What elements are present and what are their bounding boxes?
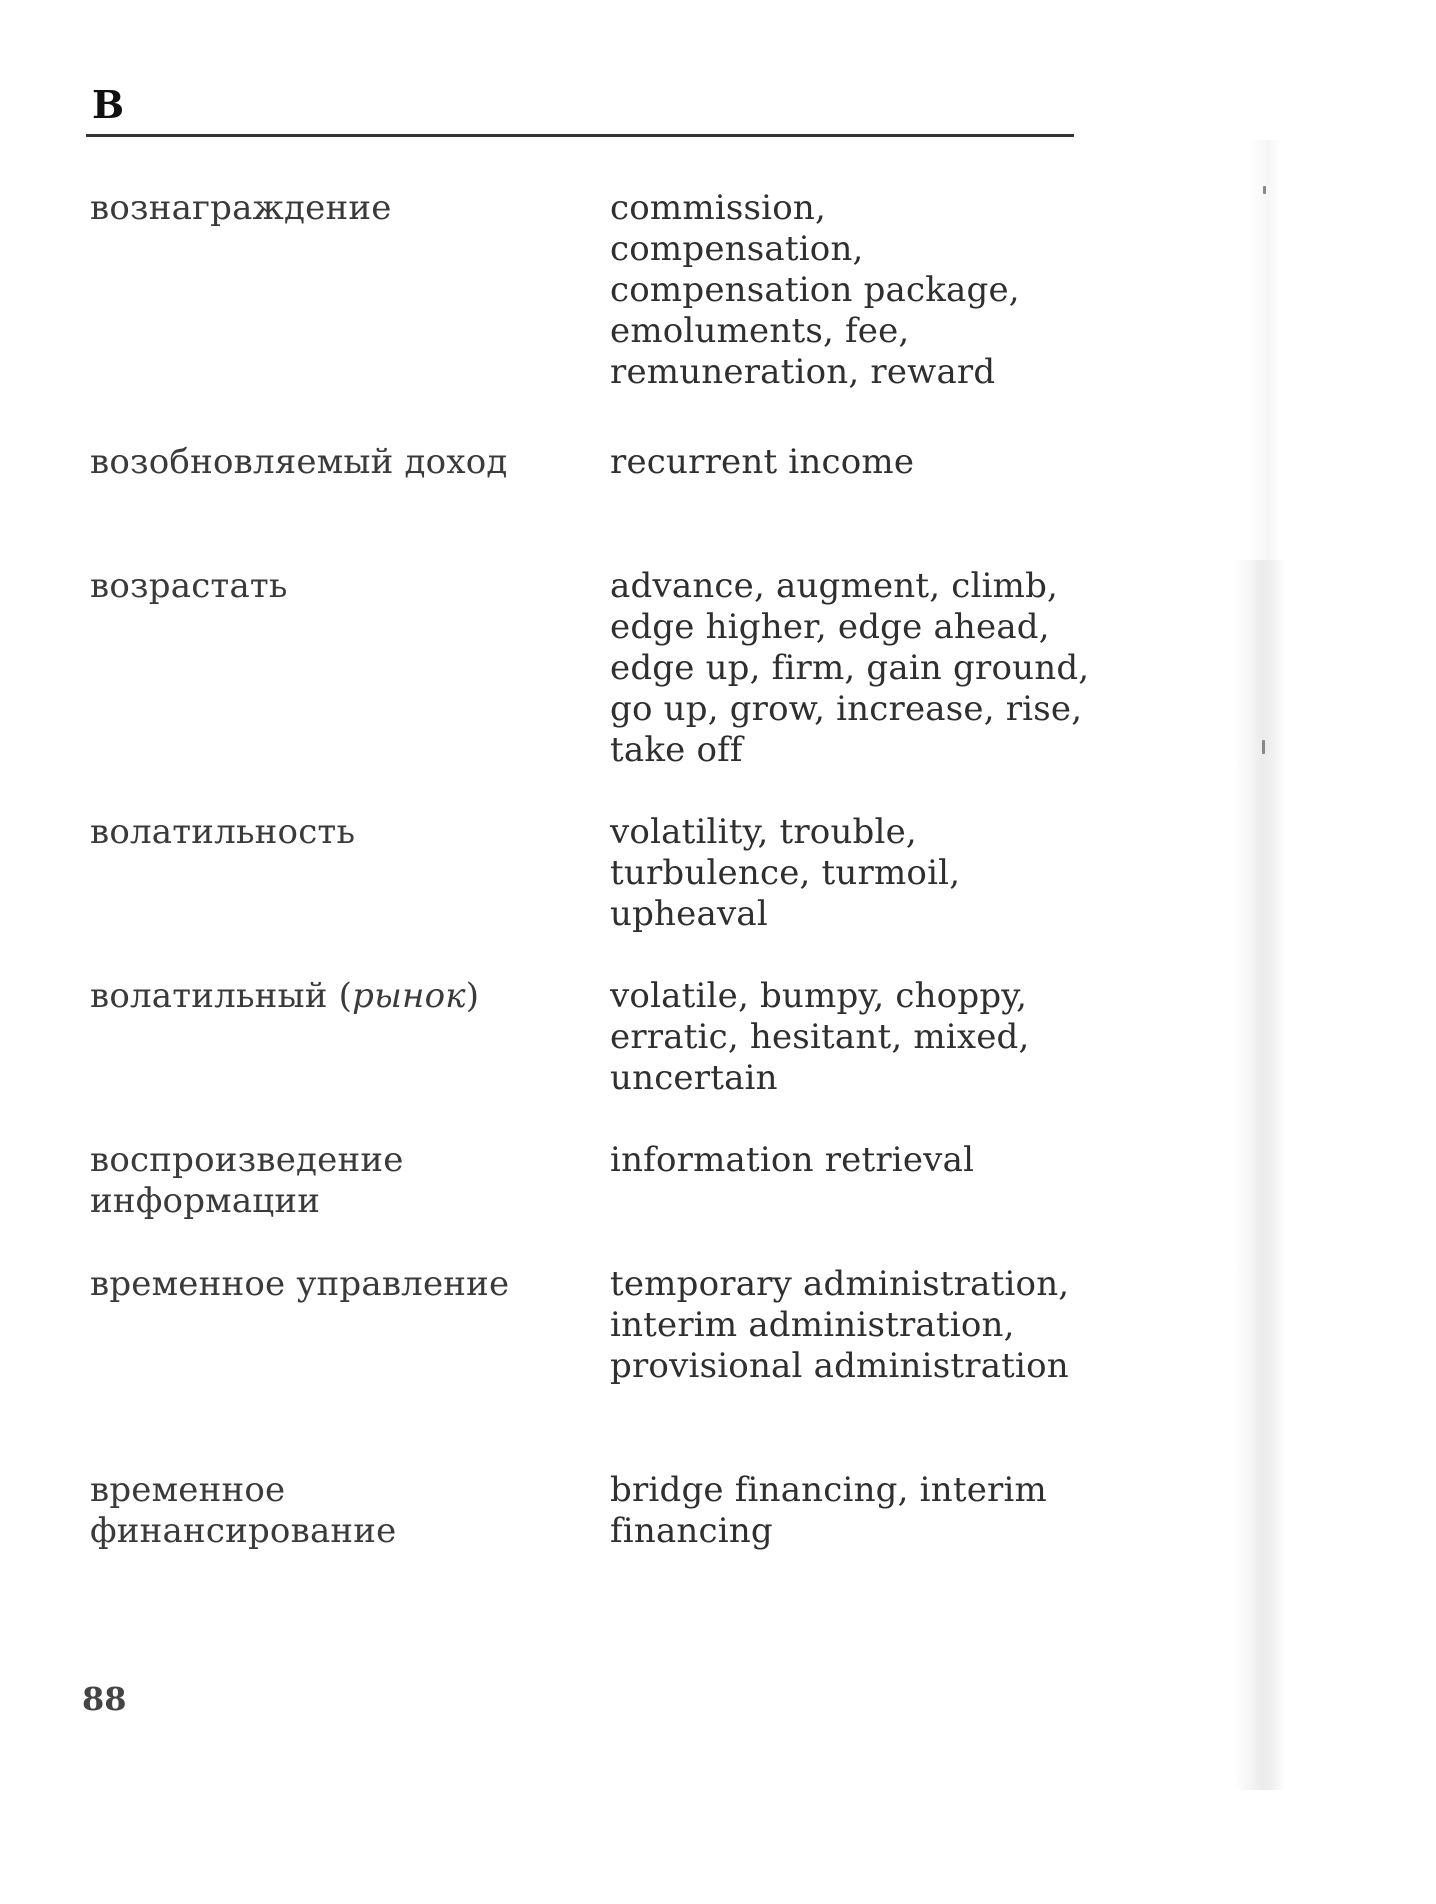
translation-line: erratic, hesitant, mixed,: [610, 1017, 1030, 1057]
entry-en-translations: [610, 812, 1110, 935]
entry-ru-term: [90, 1470, 560, 1552]
ru-term-line: финансирование: [90, 1511, 397, 1551]
binding-shadow-top: [1250, 140, 1280, 560]
ru-term-qualifier: рынок: [352, 976, 466, 1016]
translation-line: remuneration, reward: [610, 352, 996, 392]
page-number: 88: [82, 1680, 127, 1718]
translation-line: go up, grow, increase, rise,: [610, 689, 1083, 729]
ru-term-end: ): [465, 976, 480, 1016]
translation-line: interim administration,: [610, 1305, 1015, 1345]
entry-en-translations: [610, 976, 1110, 1099]
translation-line: edge higher, edge ahead,: [610, 607, 1050, 647]
translation-line: compensation package,: [610, 270, 1020, 310]
entry-en-translations: [610, 566, 1110, 771]
entry-ru-term: возрастать: [90, 566, 288, 606]
translation-line: recurrent income: [610, 442, 915, 482]
translation-line: compensation,: [610, 229, 864, 269]
entry-ru-term: вознаграждение: [90, 188, 392, 228]
binding-shadow: [1235, 560, 1285, 1790]
header-rule: [86, 134, 1074, 137]
entry-en-translations: [610, 442, 1110, 483]
translation-line: provisional administration: [610, 1346, 1069, 1386]
translation-line: commission,: [610, 188, 827, 228]
translation-line: information retrieval: [610, 1140, 975, 1180]
entry-ru-term: [90, 976, 560, 1017]
entry-ru-term: [90, 1140, 560, 1222]
translation-line: temporary administration,: [610, 1264, 1070, 1304]
translation-line: advance, augment, climb,: [610, 566, 1059, 606]
entry-ru-term: возобновляемый доход: [90, 442, 508, 482]
section-letter: В: [92, 82, 125, 127]
translation-line: bridge financing, interim: [610, 1470, 1047, 1510]
entry-en-translations: [610, 1470, 1110, 1552]
translation-line: take off: [610, 730, 743, 770]
translation-line: turbulence, turmoil,: [610, 853, 961, 893]
entry-ru-term: временное управление: [90, 1264, 510, 1304]
ru-term-line: временное: [90, 1470, 286, 1510]
entry-ru-term: волатильность: [90, 812, 356, 852]
translation-line: upheaval: [610, 894, 768, 934]
translation-line: volatile, bumpy, choppy,: [610, 976, 1028, 1016]
translation-line: financing: [610, 1511, 773, 1551]
translation-line: emoluments, fee,: [610, 311, 910, 351]
translation-line: uncertain: [610, 1058, 778, 1098]
ru-term-main: волатильный (: [90, 976, 353, 1016]
ru-term-line: воспроизведение: [90, 1140, 404, 1180]
entry-en-translations: [610, 1140, 1110, 1181]
translation-line: volatility, trouble,: [610, 812, 917, 852]
ru-term-line: информации: [90, 1181, 321, 1221]
translation-line: edge up, firm, gain ground,: [610, 648, 1090, 688]
scan-speck: [1263, 186, 1266, 194]
entry-en-translations: [610, 188, 1110, 393]
entry-en-translations: [610, 1264, 1110, 1387]
scan-speck: [1262, 740, 1265, 754]
